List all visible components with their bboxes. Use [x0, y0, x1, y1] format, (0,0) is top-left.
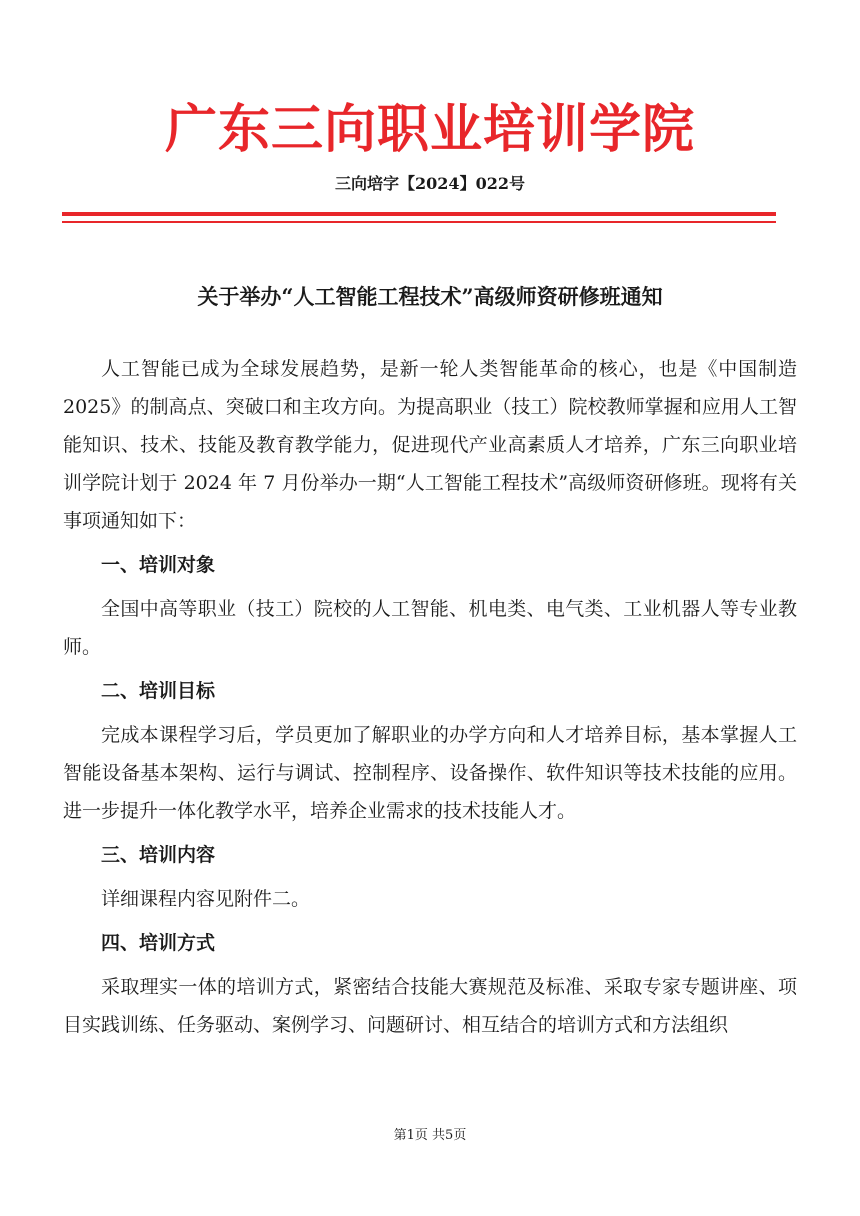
section-text-target: 全国中高等职业（技工）院校的人工智能、机电类、电气类、工业机器人等专业教师。	[63, 598, 797, 658]
header-rule-thin	[62, 221, 776, 223]
section-heading-goal: 二、培训目标	[101, 680, 216, 702]
intro-paragraph: 人工智能已成为全球发展趋势，是新一轮人类智能革命的核心，也是《中国制造 2025》的制高点、突破口和主攻方向。为提高职业（技工）院校教师掌握和应用人工智能知识、技术、技能及教育教学能力，促进现代产业高素质人才培养，广东三向职业培训学院计划于 2024 年 7 月份举办一期“人工智能工程技术”高级师资研修班。现将有关事项通知如下：	[63, 358, 797, 532]
document-number: 三向培字【2024】022号	[335, 174, 525, 193]
notice-body	[63, 350, 797, 1050]
page-footer: 第1页 共5页	[393, 1128, 467, 1143]
section-heading-target: 一、培训对象	[101, 554, 216, 576]
section-text-goal: 完成本课程学习后，学员更加了解职业的办学方向和人才培养目标，基本掌握人工智能设备基本架构、运行与调试、控制程序、设备操作、软件知识等技术技能的应用。进一步提升一体化教学水平，培养企业需求的技术技能人才。	[63, 724, 797, 822]
header-rule-thick	[62, 212, 776, 216]
section-text-content: 详细课程内容见附件二。	[101, 888, 311, 910]
section-heading-content: 三、培训内容	[101, 844, 216, 866]
section-text-method: 采取理实一体的培训方式，紧密结合技能大赛规范及标准、采取专家专题讲座、项目实践训练、任务驱动、案例学习、问题研讨、相互结合的培训方式和方法组织	[63, 976, 797, 1036]
notice-title: 关于举办“人工智能工程技术”高级师资研修班通知	[197, 284, 663, 309]
institution-title: 广东三向职业培训学院	[164, 99, 695, 160]
section-heading-method: 四、培训方式	[101, 932, 216, 954]
